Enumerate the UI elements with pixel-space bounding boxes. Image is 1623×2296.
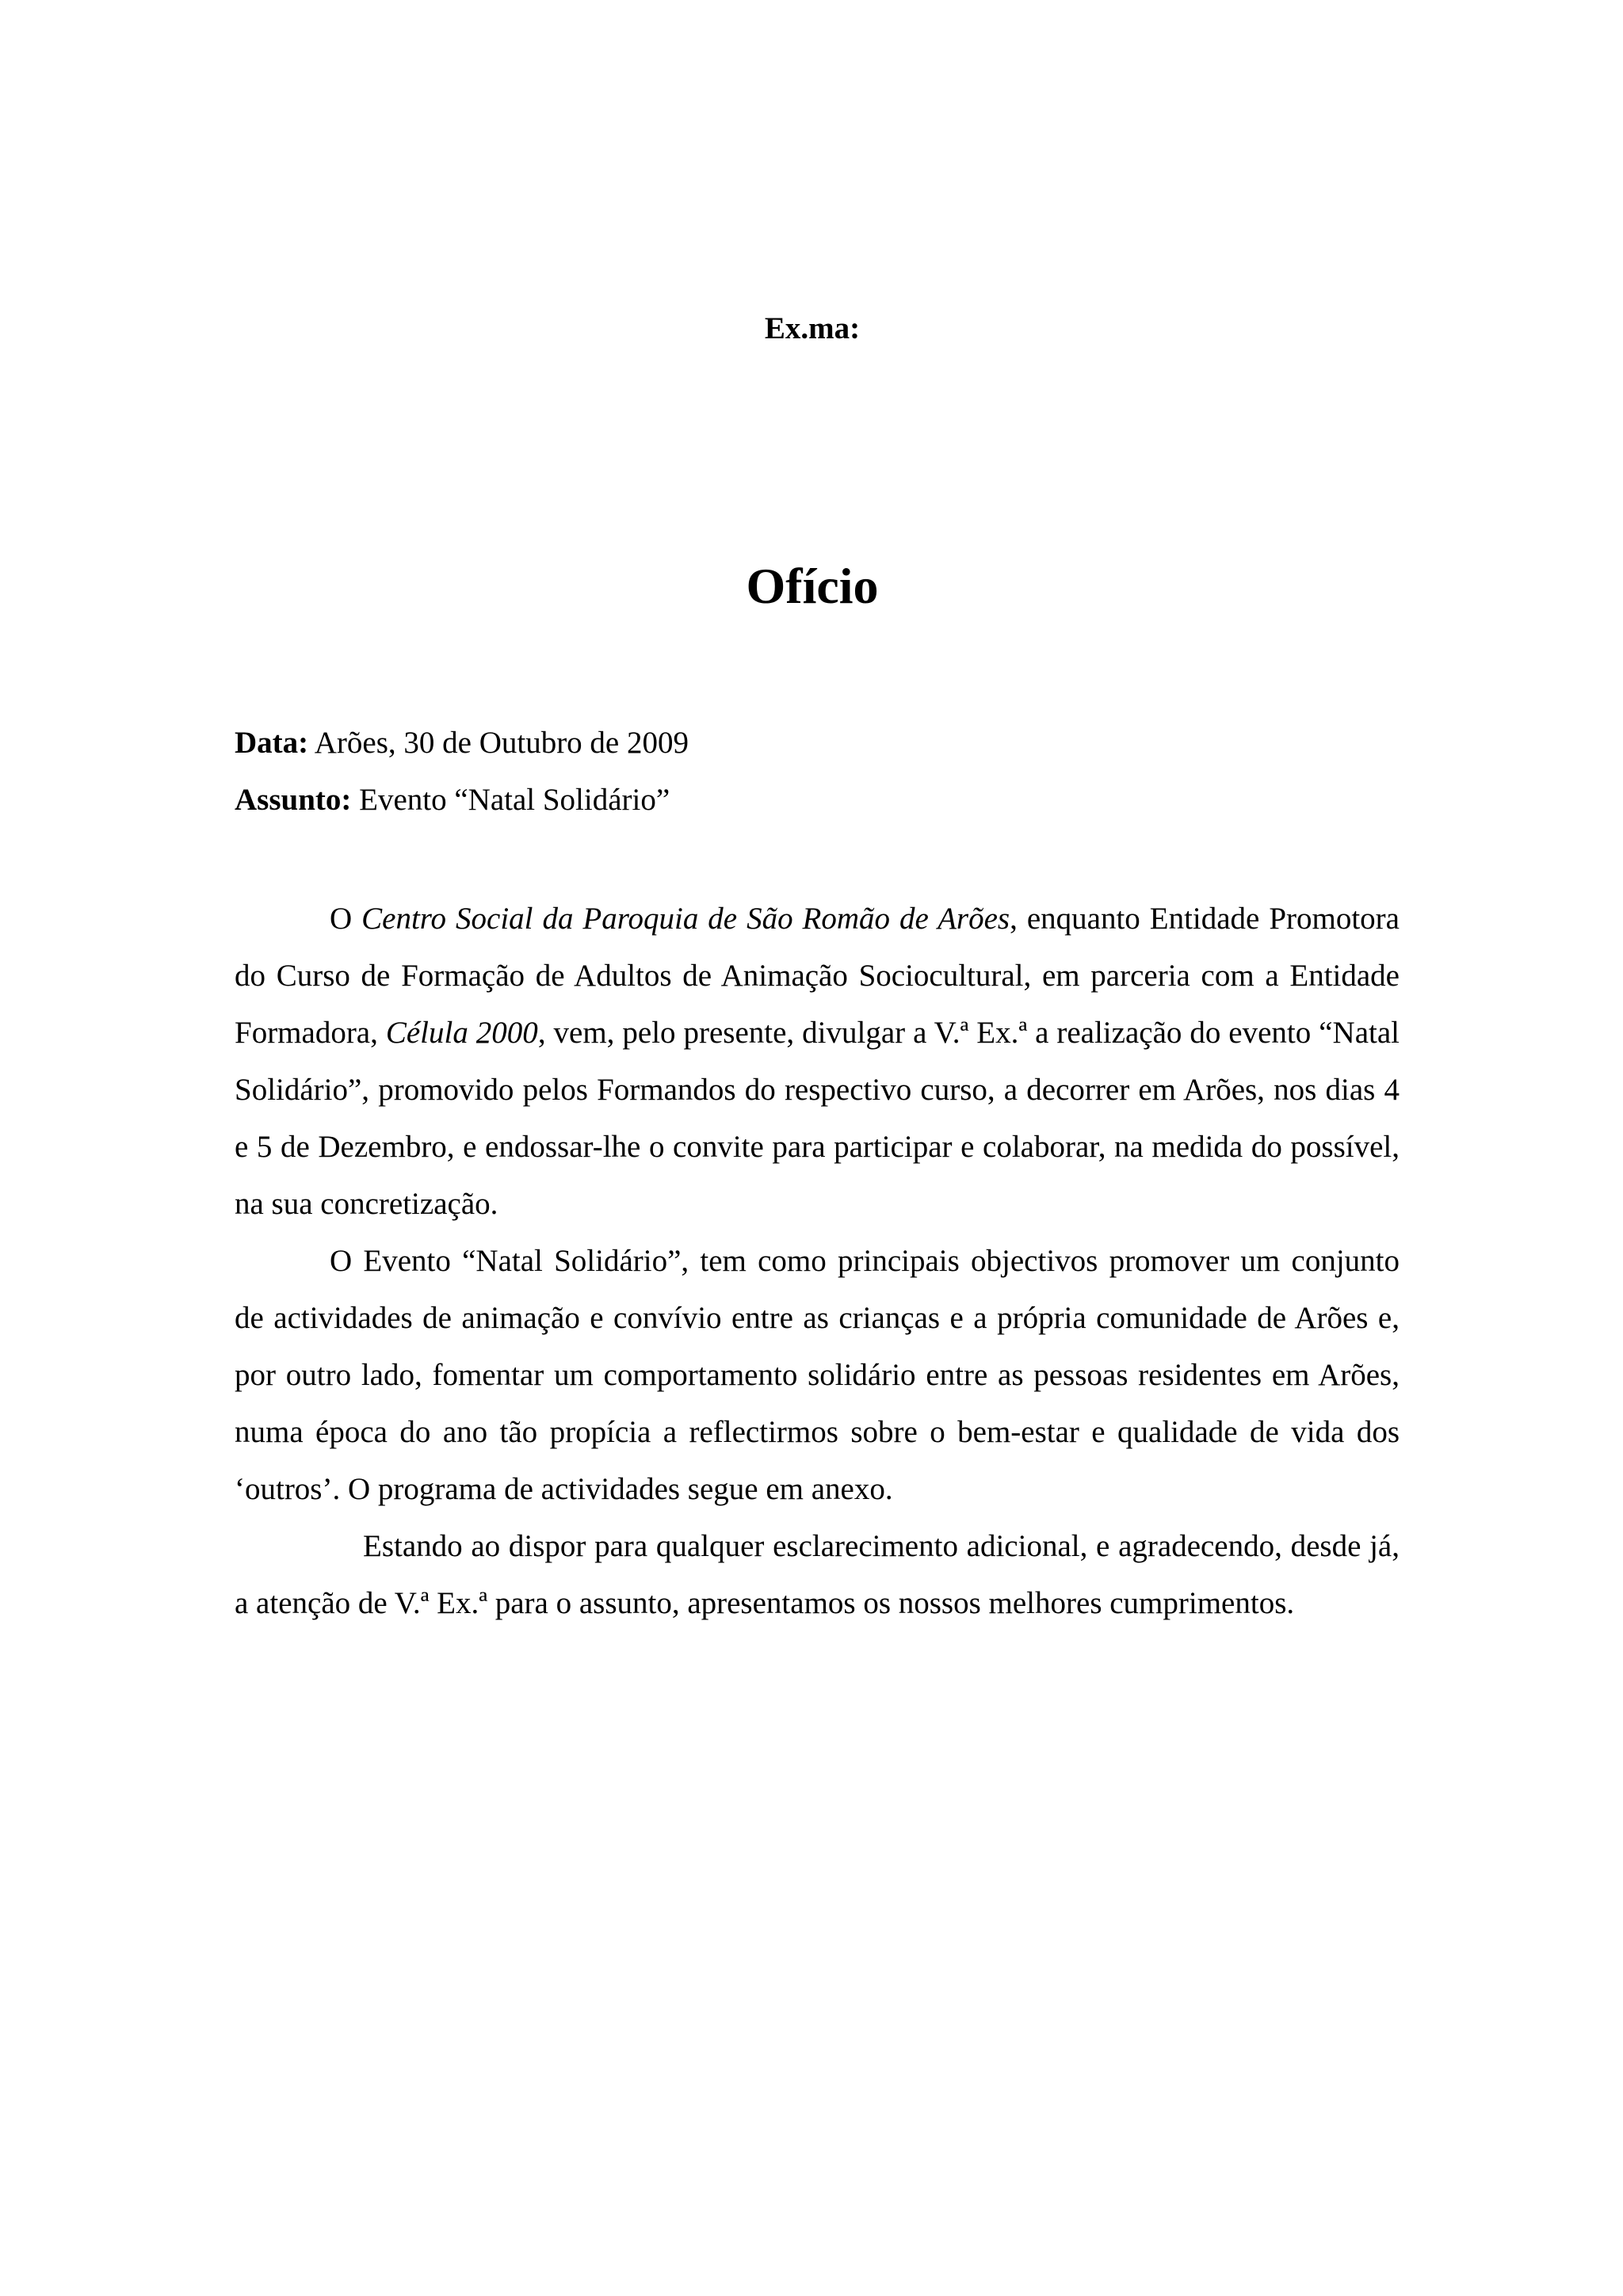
document-title: Ofício	[746, 558, 879, 614]
letter-body	[235, 891, 1400, 1632]
recipient-salutation: Ex.ma:	[764, 311, 861, 345]
subject-value: Evento “Natal Solidário”	[359, 783, 670, 817]
paragraph-objectives: O Evento “Natal Solidário”, tem como principais objectivos promover um conjunto de actividades de animação e convívio entre as crianças e a própria comunidade de Arões e, por outro lado, fomentar um comportamento solidário entre as pessoas residentes em Arões, numa época do ano tão propícia a reflectirmos sobre o bem-estar e qualidade de vida dos ‘outros’. O programa de actividades segue em anexo.	[235, 1244, 1400, 1506]
subject-label: Assunto:	[235, 783, 352, 817]
date-line	[235, 723, 1400, 763]
paragraph-invitation	[235, 891, 1400, 1233]
paragraph-invitation-start: O	[330, 902, 362, 936]
date-value: Arões, 30 de Outubro de 2009	[314, 726, 689, 760]
subject-line	[235, 780, 1400, 820]
training-entity: Célula 2000	[385, 1016, 538, 1050]
paragraph-closing: Estando ao dispor para qualquer esclarecimento adicional, e agradecendo, desde já, a atenção de V.ª Ex.ª para o assunto, apresentamos os nossos melhores cumprimentos.	[235, 1529, 1400, 1620]
paragraph-invitation-end: , vem, pelo presente, divulgar a V.ª Ex.ª a realização do evento “Natal Solidário”, promovido pelos Formandos do respectivo curso, a decorrer em Arões, nos dias 4 e 5 de Dezembro, e endossar-lhe o convite para participar e colaborar, na medida do possível, na sua concretização.	[235, 1016, 1400, 1221]
date-label: Data:	[235, 726, 309, 760]
promoter-organization: Centro Social da Paroquia de São Romão de Arões	[361, 902, 1010, 936]
paragraph-invitation-middle: , enquanto Entidade Promotora do Curso de Formação de Adultos de Animação Sociocultural, em parceria com a Entidade Formadora,	[235, 902, 1400, 1050]
